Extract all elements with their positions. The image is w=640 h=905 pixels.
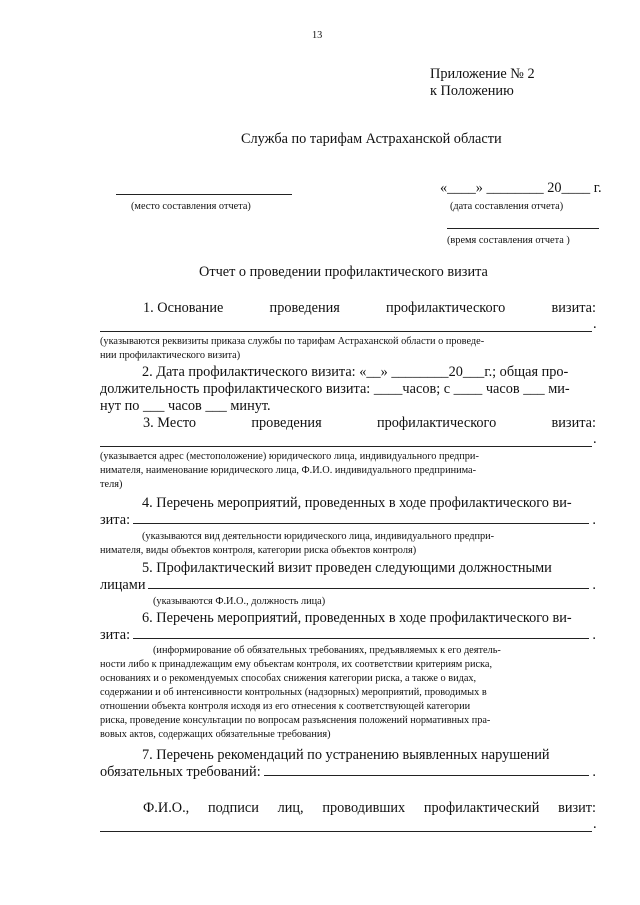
section-3-word: визита: xyxy=(551,415,596,431)
section-1-word: профилактического xyxy=(386,300,506,316)
section-3-heading xyxy=(143,415,596,432)
section-1-note-2: нии профилактического визита) xyxy=(100,350,241,361)
signatures-word: Ф.И.О., xyxy=(143,800,190,816)
section-3-word: 3. Место xyxy=(143,415,197,431)
section-1-field-end: . xyxy=(593,316,597,332)
section-5-note: (указываются Ф.И.О., должность лица) xyxy=(153,596,326,607)
section-5-field-line xyxy=(148,588,589,589)
section-4-note-1: (указываются вид деятельности юридического лица, индивидуального предпри- xyxy=(142,531,495,542)
section-5-prefix: лицами xyxy=(100,577,146,593)
section-6-field-line xyxy=(133,638,589,639)
section-6-line-2 xyxy=(100,627,596,644)
report-title: Отчет о проведении профилактического визита xyxy=(199,264,488,280)
signatures-word: лиц, xyxy=(277,800,304,816)
section-6-line-1: 6. Перечень мероприятий, проведенных в ходе профилактического ви- xyxy=(142,610,572,626)
section-6-note-6: риска, проведение консультации по вопросам разъяснения положений нормативных пра- xyxy=(100,715,491,726)
section-3-note-1: (указывается адрес (местоположение) юридического лица, индивидуального предпри- xyxy=(100,451,479,462)
section-4-field-end: . xyxy=(592,512,596,528)
section-7-prefix: обязательных требований: xyxy=(100,764,261,780)
signatures-word: профилактический xyxy=(423,800,540,816)
section-5-line-1: 5. Профилактический визит проведен следующими должностными xyxy=(142,560,552,576)
time-field-line xyxy=(447,228,599,229)
place-field-line xyxy=(116,194,292,195)
signatures-field-end: . xyxy=(593,816,597,832)
page-number: 13 xyxy=(312,30,323,41)
section-1-word: 1. Основание xyxy=(143,300,224,316)
section-6-note-3: основаниях и о рекомендуемых способах снижения категории риска, а также о видах, xyxy=(100,673,477,684)
section-1-heading xyxy=(143,300,596,317)
section-6-note-5: отношении объекта контроля исходя из его отнесения к соответствующей категории xyxy=(100,701,471,712)
appendix-line-2: к Положению xyxy=(430,83,514,99)
section-4-field-line xyxy=(133,523,589,524)
signatures-heading xyxy=(143,800,596,817)
signatures-word: проводивших xyxy=(322,800,406,816)
section-7-field-line xyxy=(264,775,590,776)
section-1-field-line xyxy=(100,331,592,332)
section-7-field-end: . xyxy=(592,764,596,780)
appendix-line-1: Приложение № 2 xyxy=(430,66,535,82)
section-3-note-3: теля) xyxy=(100,479,123,490)
section-4-line-1: 4. Перечень мероприятий, проведенных в ходе профилактического ви- xyxy=(142,495,572,511)
section-4-prefix: зита: xyxy=(100,512,131,528)
section-6-note-1: (информирование об обязательных требованиях, предъявляемых к его деятель- xyxy=(153,645,501,656)
section-1-word: визита: xyxy=(551,300,596,316)
section-3-field-line xyxy=(100,446,592,447)
section-2-line-1: 2. Дата профилактического визита: «__» ________20___г.; общая про- xyxy=(142,364,569,380)
organization-name: Служба по тарифам Астраханской области xyxy=(241,131,502,147)
place-caption: (место составления отчета) xyxy=(131,201,251,212)
date-caption: (дата составления отчета) xyxy=(450,201,564,212)
section-1-note-1: (указываются реквизиты приказа службы по тарифам Астраханской области о проведе- xyxy=(100,336,485,347)
section-2-line-2: должительность профилактического визита: ____часов; с ____ часов ___ ми- xyxy=(100,381,570,397)
section-2-line-3: нут по ___ часов ___ минут. xyxy=(100,398,271,414)
time-caption: (время составления отчета ) xyxy=(447,235,570,246)
section-6-note-7: вовых актов, содержащих обязательные требования) xyxy=(100,729,331,740)
section-7-line-1: 7. Перечень рекомендаций по устранению выявленных нарушений xyxy=(142,747,550,763)
signatures-field-line xyxy=(100,831,592,832)
signatures-word: визит: xyxy=(558,800,596,816)
section-4-note-2: нимателя, виды объектов контроля, категории риска объектов контроля) xyxy=(100,545,417,556)
section-3-word: профилактического xyxy=(376,415,497,431)
section-3-word: проведения xyxy=(251,415,322,431)
section-6-prefix: зита: xyxy=(100,627,131,643)
section-3-note-2: нимателя, наименование юридического лица, Ф.И.О. индивидуального предпринима- xyxy=(100,465,477,476)
section-3-field-end: . xyxy=(593,431,597,447)
section-1-word: проведения xyxy=(269,300,340,316)
section-6-field-end: . xyxy=(592,627,596,643)
section-5-line-2 xyxy=(100,577,596,594)
section-6-note-2: ности либо к принадлежащим ему объектам контроля, их соответствии критериям риска, xyxy=(100,659,493,670)
date-field: «____» ________ 20____ г. xyxy=(440,180,602,196)
section-6-note-4: содержании и об интенсивности контрольных (надзорных) мероприятий, проводимых в xyxy=(100,687,487,698)
section-4-line-2 xyxy=(100,512,596,529)
signatures-word: подписи xyxy=(207,800,259,816)
section-7-line-2 xyxy=(100,764,596,781)
section-5-field-end: . xyxy=(592,577,596,593)
